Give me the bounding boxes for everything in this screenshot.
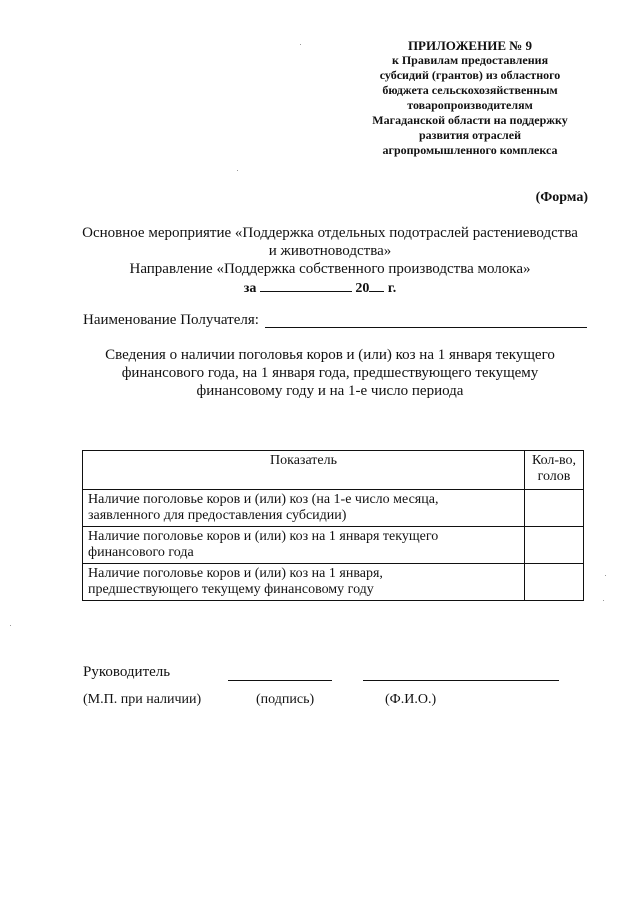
signature-caption: (подпись) — [256, 692, 315, 707]
event-direction: Направление «Поддержка собственного производства молока» — [129, 261, 531, 277]
info-line: Сведения о наличии поголовья коров и (или) коз на 1 января текущего — [105, 347, 555, 363]
recipient-label: Наименование Получателя: — [83, 312, 259, 328]
period-line — [0, 278, 640, 297]
appendix-line: к Правилам предоставления — [391, 53, 549, 67]
appendix-header — [340, 38, 600, 158]
appendix-line: субсидий (грантов) из областного — [379, 68, 561, 82]
indicator-header: Показатель — [83, 451, 525, 490]
quantity-cell[interactable] — [525, 527, 584, 564]
indicator-cell — [83, 490, 525, 527]
quantity-cell[interactable] — [525, 490, 584, 527]
scan-speck — [300, 44, 301, 45]
appendix-line: бюджета сельскохозяйственным — [382, 83, 558, 97]
indicator-text: Наличие поголовье коров и (или) коз (на 1-е число месяца, — [88, 492, 439, 507]
period-year-blank[interactable] — [369, 278, 384, 292]
recipient-field[interactable] — [265, 327, 587, 328]
info-line: финансового года, на 1 января года, предшествующего текущему — [121, 365, 539, 381]
indicator-text: Наличие поголовье коров и (или) коз на 1 января, — [88, 566, 383, 581]
scan-speck — [605, 575, 606, 576]
appendix-line: развития отраслей — [418, 128, 522, 142]
event-line: и животноводства» — [268, 243, 392, 259]
event-line: Основное мероприятие «Поддержка отдельных подотраслей растениеводства — [82, 225, 578, 241]
appendix-title: ПРИЛОЖЕНИЕ № 9 — [407, 38, 533, 53]
quantity-header-line: голов — [537, 469, 571, 484]
form-label: (Форма) — [535, 190, 588, 205]
fio-caption: (Ф.И.О.) — [385, 692, 437, 707]
scan-speck — [603, 600, 604, 601]
indicator-text: предшествующего текущему финансовому году — [88, 582, 374, 597]
scan-speck — [237, 170, 238, 171]
appendix-line: агропромышленного комплекса — [382, 143, 558, 157]
stamp-caption: (М.П. при наличии) — [83, 692, 202, 707]
quantity-header-line: Кол-во, — [531, 453, 577, 468]
fio-field[interactable] — [363, 680, 559, 681]
period-prefix: за — [243, 281, 257, 296]
quantity-header — [525, 451, 584, 490]
indicator-cell — [83, 527, 525, 564]
info-heading — [90, 346, 570, 400]
table-row — [83, 527, 584, 564]
scan-speck — [10, 625, 11, 626]
signature-field[interactable] — [228, 680, 332, 681]
period-blank[interactable] — [260, 278, 352, 292]
appendix-line: товаропроизводителям — [407, 98, 533, 112]
table-row — [83, 564, 584, 601]
table-row — [83, 490, 584, 527]
period-suffix: г. — [387, 281, 397, 296]
indicator-text: заявленного для предоставления субсидии) — [88, 508, 347, 523]
appendix-line: Магаданской области на поддержку — [372, 113, 568, 127]
signature-role: Руководитель — [83, 664, 171, 680]
indicator-text: финансового года — [88, 545, 194, 560]
indicator-cell — [83, 564, 525, 601]
indicator-text: Наличие поголовье коров и (или) коз на 1 января текущего — [88, 529, 439, 544]
event-title — [60, 224, 600, 278]
livestock-table — [82, 450, 584, 601]
quantity-cell[interactable] — [525, 564, 584, 601]
table-header-row — [83, 451, 584, 490]
period-year-prefix: 20 — [355, 281, 370, 296]
info-line: финансовому году и на 1-е число периода — [196, 383, 464, 399]
